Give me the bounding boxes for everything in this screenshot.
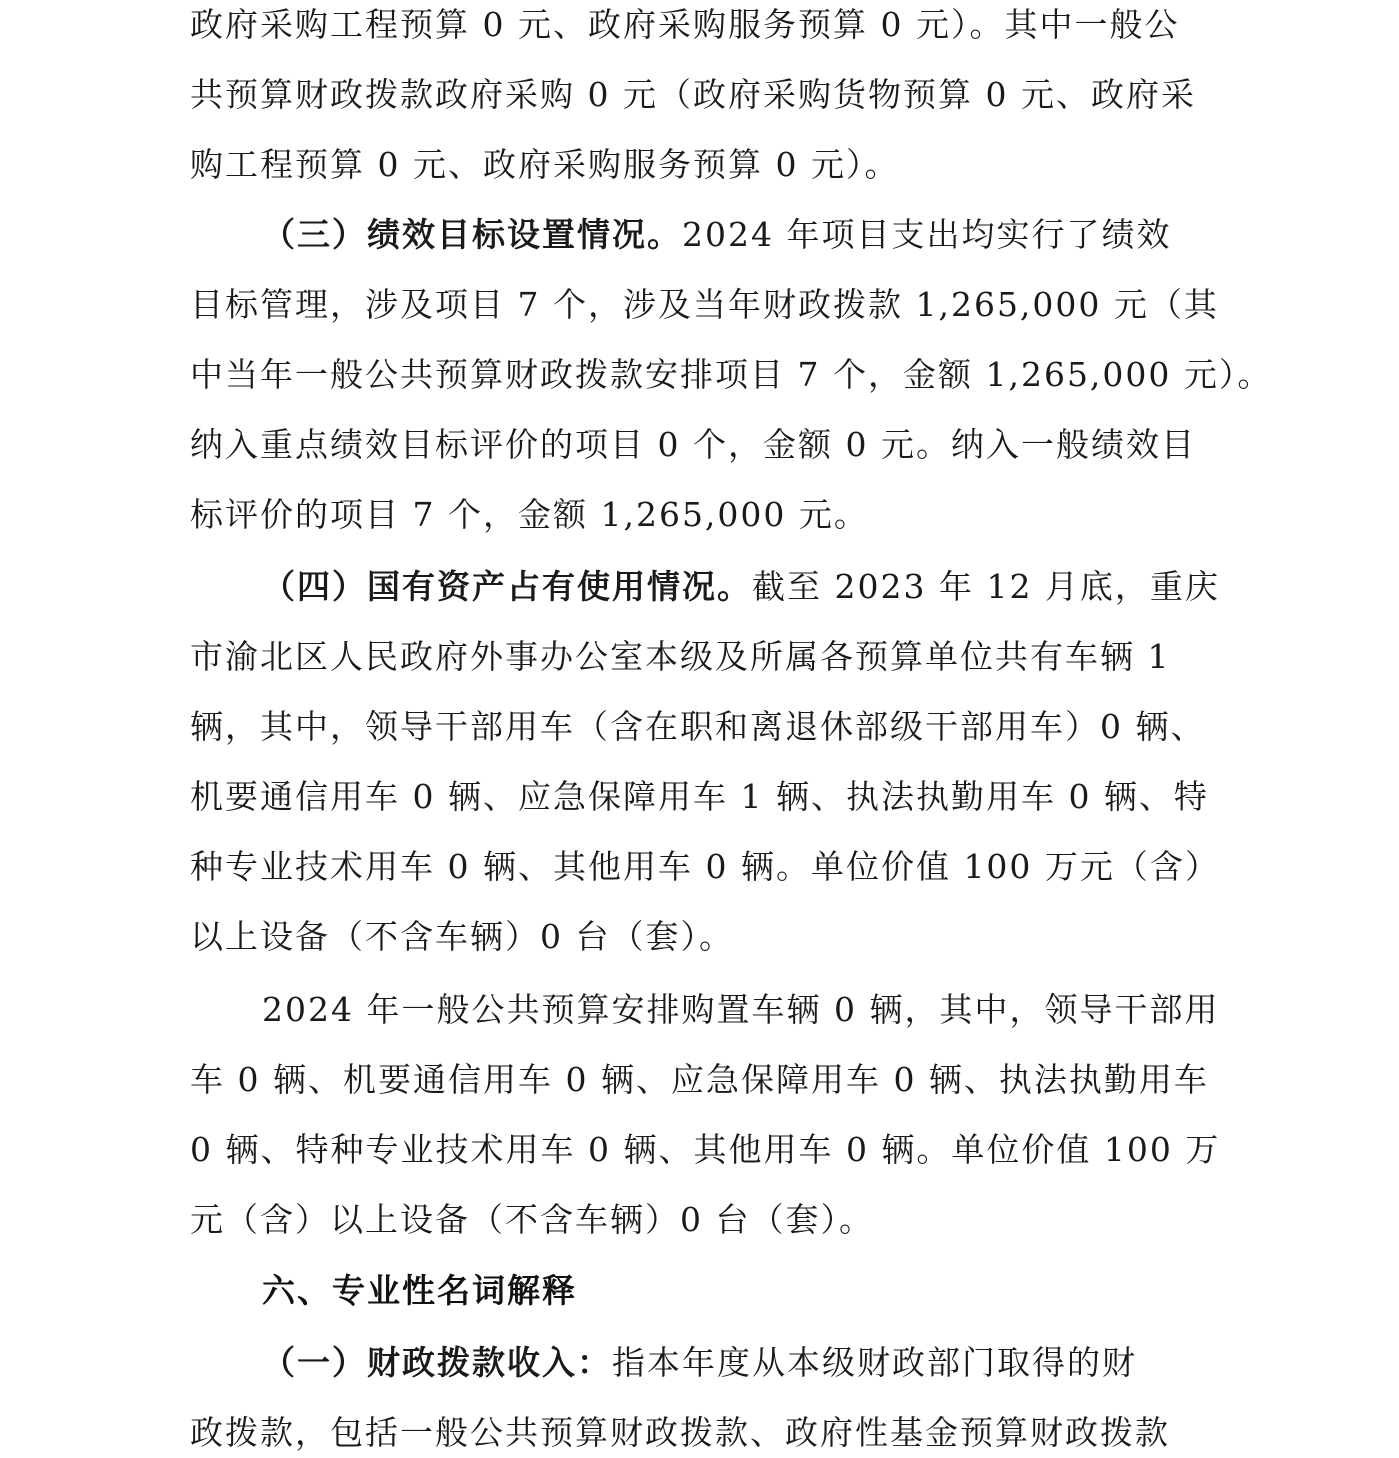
text-line: 共预算财政拨款政府采购 0 元（政府采购货物预算 0 元、政府采 <box>190 75 1196 114</box>
text-line: 元（含）以上设备（不含车辆）0 台（套）。 <box>190 1200 874 1239</box>
text-line: 目标管理，涉及项目 7 个，涉及当年财政拨款 1,265,000 元（其 <box>190 285 1219 324</box>
text-line: 车 0 辆、机要通信用车 0 辆、应急保障用车 0 辆、执法执勤用车 <box>190 1060 1209 1099</box>
text-line: 政府采购工程预算 0 元、政府采购服务预算 0 元）。其中一般公 <box>190 5 1180 44</box>
subsection-heading: （四）国有资产占有使用情况。 <box>262 567 752 606</box>
text-run: 指本年度从本级财政部门取得的财 <box>612 1343 1137 1382</box>
text-line: 以上设备（不含车辆）0 台（套）。 <box>190 917 734 956</box>
text-run: 截至 2023 年 12 月底，重庆 <box>752 567 1220 606</box>
text-line: 种专业技术用车 0 辆、其他用车 0 辆。单位价值 100 万元（含） <box>190 847 1220 886</box>
text-line: 购工程预算 0 元、政府采购服务预算 0 元）。 <box>190 145 900 184</box>
text-run: 2024 年项目支出均实行了绩效 <box>682 215 1172 254</box>
text-line: 机要通信用车 0 辆、应急保障用车 1 辆、执法执勤用车 0 辆、特 <box>190 777 1209 816</box>
text-line: 辆，其中，领导干部用车（含在职和离退休部级干部用车）0 辆、 <box>190 707 1206 746</box>
text-line: 0 辆、特种专业技术用车 0 辆、其他用车 0 辆。单位价值 100 万 <box>190 1130 1221 1169</box>
section-heading: 六、专业性名词解释 <box>262 1271 577 1310</box>
text-line: 标评价的项目 7 个，金额 1,265,000 元。 <box>190 495 869 534</box>
text-line: 市渝北区人民政府外事办公室本级及所属各预算单位共有车辆 1 <box>190 637 1171 676</box>
paragraph-first-line <box>262 210 1171 260</box>
paragraph-first-line <box>262 562 1220 612</box>
paragraph-first-line <box>262 1338 1137 1388</box>
term-heading: （一）财政拨款收入： <box>262 1343 612 1382</box>
text-line: 政拨款，包括一般公共预算财政拨款、政府性基金预算财政拨款 <box>190 1413 1170 1452</box>
paragraph-first-line: 2024 年一般公共预算安排购置车辆 0 辆，其中，领导干部用 <box>262 990 1220 1029</box>
subsection-heading: （三）绩效目标设置情况。 <box>262 215 682 254</box>
text-line: 中当年一般公共预算财政拨款安排项目 7 个，金额 1,265,000 元）。 <box>190 355 1273 394</box>
text-line: 纳入重点绩效目标评价的项目 0 个，金额 0 元。纳入一般绩效目 <box>190 425 1196 464</box>
